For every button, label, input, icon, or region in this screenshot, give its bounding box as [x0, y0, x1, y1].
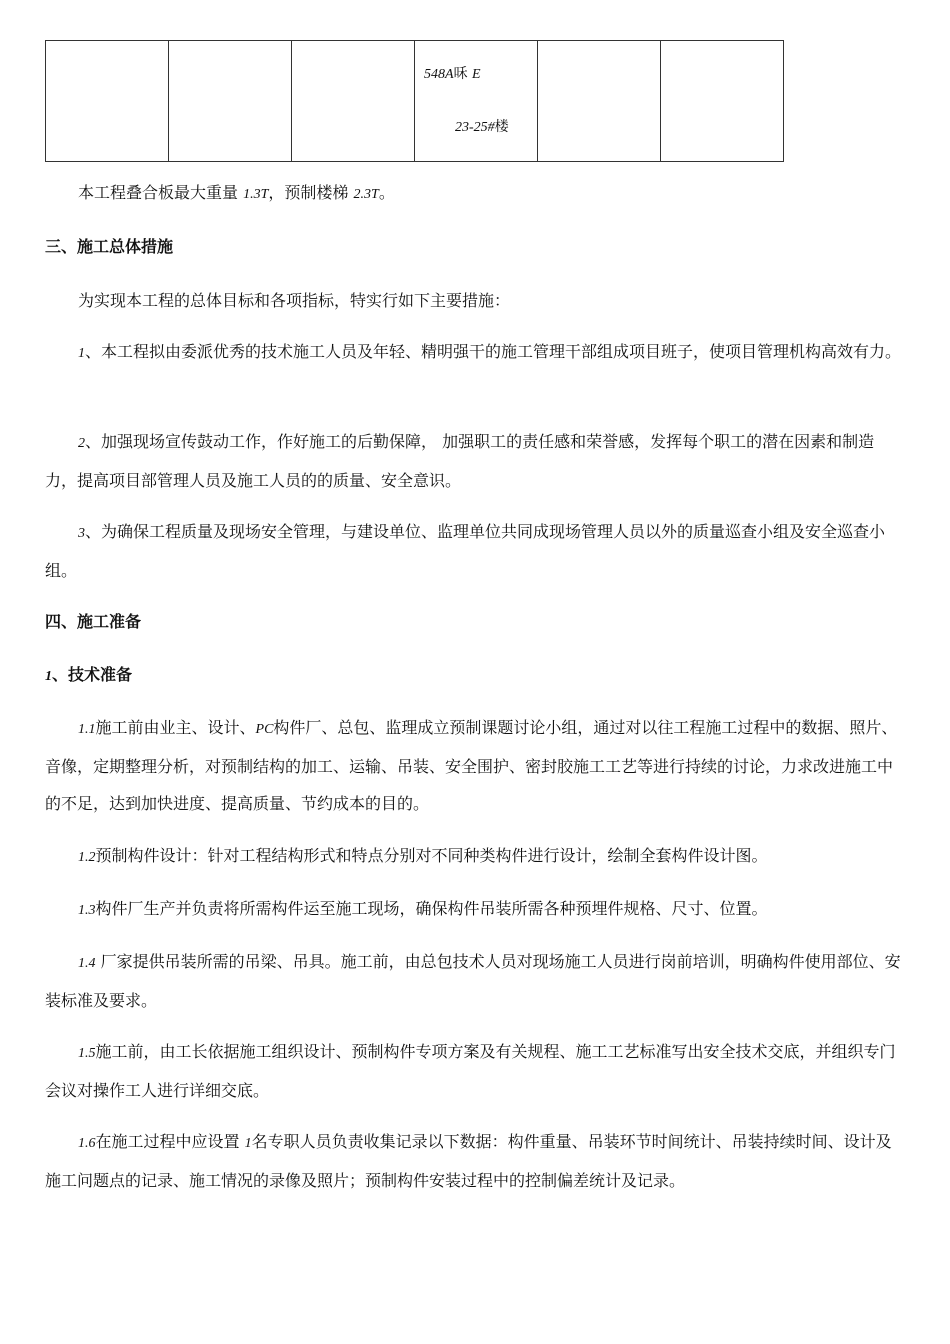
- table-row: [46, 41, 784, 162]
- section-heading-4: 四、施工准备: [45, 612, 142, 631]
- table-cell: [169, 41, 292, 162]
- data-table: [45, 40, 784, 162]
- table-cell: [46, 41, 169, 162]
- cell-text-line2: 23-25#楼: [455, 119, 509, 135]
- subsection-heading: 1、技术准备: [45, 665, 133, 684]
- section-heading-3: 三、施工总体措施: [45, 237, 174, 256]
- table-cell: [538, 41, 661, 162]
- measure-item-3: 3、为确保工程质量及现场安全管理，与建设单位、监理单位共同成现场管理人员以外的质量巡查小组及安全巡查小组。: [45, 522, 886, 580]
- cell-text-line1: 548A咊 E: [424, 66, 481, 82]
- measure-item-1: 1、本工程拟由委派优秀的技术施工人员及年轻、精明强干的施工管理干部组成项目班子，使项目管理机构高效有力。: [78, 342, 902, 361]
- prep-item-1-3: 1.3构件厂生产并负责将所需构件运至施工现场，确保构件吊装所需各种预埋件规格、尺寸、位置。: [78, 899, 768, 918]
- prep-item-1-5: 1.5施工前，由工长依据施工组织设计、预制构件专项方案及有关规程、施工工艺标准写出安全技术交底，并组织专门会议对操作工人进行详细交底。: [45, 1042, 896, 1100]
- section3-intro: 为实现本工程的总体目标和各项指标，特实行如下主要措施：: [78, 291, 511, 310]
- prep-item-1-6: 1.6在施工过程中应设置 1名专职人员负责收集记录以下数据：构件重量、吊装环节时间统计、吊装持续时间、设计及施工问题点的记录、施工情况的录像及照片；预制构件安装过程中的控制偏差统计及记录。: [45, 1132, 892, 1190]
- weight-note: 本工程叠合板最大重量 1.3T，预制楼梯 2.3T。: [78, 183, 395, 202]
- table-cell: [415, 41, 538, 162]
- prep-item-1-4: 1.4 厂家提供吊装所需的吊梁、吊具。施工前，由总包技术人员对现场施工人员进行岗前培训，明确构件使用部位、安装标准及要求。: [45, 952, 901, 1010]
- prep-item-1-2: 1.2预制构件设计：针对工程结构形式和特点分别对不同种类构件进行设计，绘制全套构件设计图。: [78, 846, 768, 865]
- measure-item-2: 2、加强现场宣传鼓动工作，作好施工的后勤保障， 加强职工的责任感和荣誉感，发挥每个职工的潜在因素和制造力，提高项目部管理人员及施工人员的的质量、安全意识。: [45, 432, 875, 490]
- table-cell: [292, 41, 415, 162]
- table-cell: [661, 41, 784, 162]
- prep-item-1-1: 1.1施工前由业主、设计、PC构件厂、总包、监理成立预制课题讨论小组，通过对以往工程施工过程中的数据、照片、音像，定期整理分析，对预制结构的加工、运输、吊装、安全围护、密封胶施工工艺等进行持续的讨论，力求改进施工中的不足，达到加快进度、提高质量、节约成本的目的。: [45, 718, 898, 813]
